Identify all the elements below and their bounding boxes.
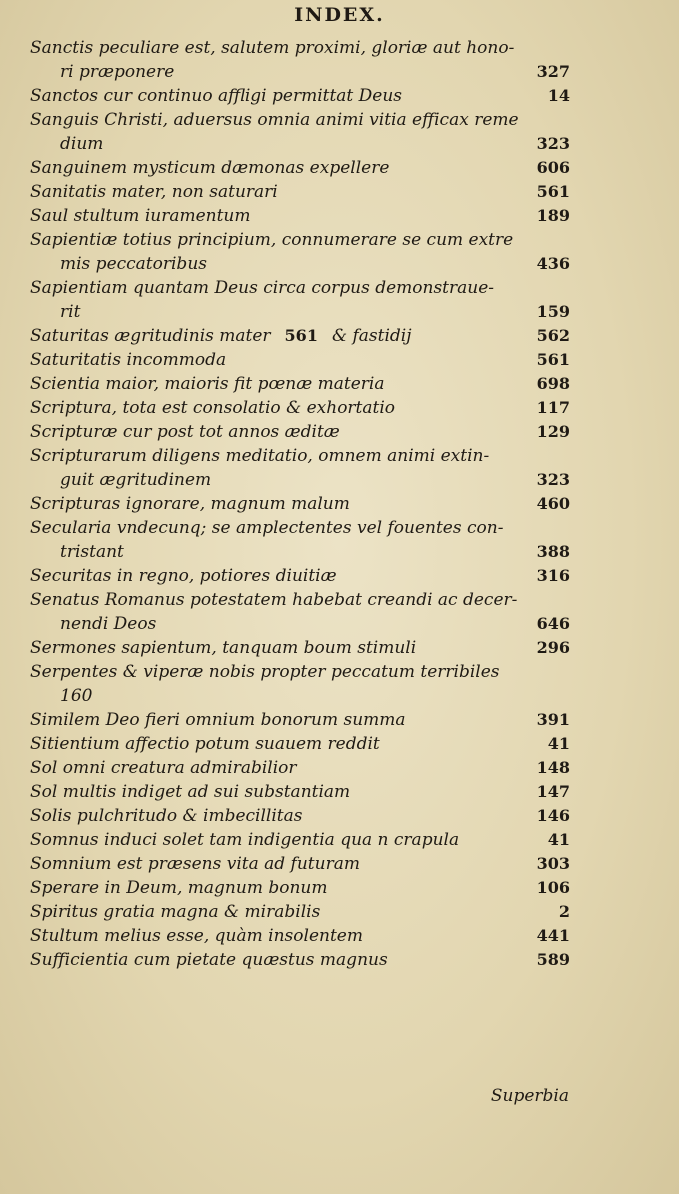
entry-page-number: 296 (536, 638, 570, 657)
entry-page-number: 189 (536, 206, 570, 225)
entry-page-number: 441 (536, 926, 570, 945)
entry-continuation: 160 (60, 686, 93, 706)
index-entry (30, 804, 570, 828)
entry-text: Sanguinem mysticum dæmonas expellere (30, 158, 390, 178)
entry-continuation: rit (60, 302, 81, 322)
index-entry (30, 84, 570, 108)
index-entry (30, 444, 570, 492)
entry-page-number: 561 (536, 182, 570, 201)
index-entry (30, 900, 570, 924)
entry-page-number: 323 (536, 470, 570, 489)
entry-text: Sitientium affectio potum suauem reddit (30, 734, 380, 754)
entry-text: Sperare in Deum, magnum bonum (30, 878, 328, 898)
entry-continuation: dium (60, 134, 104, 154)
entry-text: Sol omni creatura admirabilior (30, 758, 297, 778)
entry-page-number: 391 (536, 710, 570, 729)
index-entry (30, 636, 570, 660)
index-entry (30, 876, 570, 900)
entry-text: Stultum melius esse, quàm insolentem (30, 926, 363, 946)
entry-page-number: 41 (547, 734, 570, 753)
index-entry (30, 156, 570, 180)
entry-continuation: mis peccatoribus (60, 254, 207, 274)
index-entry (30, 924, 570, 948)
entry-page-number: 14 (547, 86, 570, 105)
index-entry (30, 108, 570, 156)
index-entry (30, 852, 570, 876)
index-entry (30, 204, 570, 228)
entry-page-number: 41 (547, 830, 570, 849)
entry-text: Scientia maior, maioris fit pœnæ materia (30, 374, 385, 394)
index-entry (30, 756, 570, 780)
entry-text: Spiritus gratia magna & mirabilis (30, 902, 321, 922)
entry-text: Saul stultum iuramentum (30, 206, 251, 226)
entry-page-number: 698 (536, 374, 570, 393)
entry-page-number: 117 (536, 398, 570, 417)
index-entry (30, 660, 570, 708)
entry-text: Securitas in regno, potiores diuitiæ (30, 566, 337, 586)
entry-heading: Saturitas ægritudinis mater (30, 326, 271, 346)
index-entry (30, 516, 570, 564)
entry-continuation: nendi Deos (60, 614, 157, 634)
entry-page-number: 146 (536, 806, 570, 825)
index-entry (30, 564, 570, 588)
entry-page-number: 147 (536, 782, 570, 801)
entry-text: Sermones sapientum, tanquam boum stimuli (30, 638, 417, 658)
entry-text: Scriptura, tota est consolatio & exhortatio (30, 398, 396, 418)
entry-text: Somnium est præsens vita ad futuram (30, 854, 360, 874)
entry-page-number: 606 (536, 158, 570, 177)
index-entry (30, 36, 570, 84)
index-entry (30, 588, 570, 636)
entry-page-number: 129 (536, 422, 570, 441)
entry-page-number: 303 (536, 854, 570, 873)
entry-text: Sapientiæ totius principium, connumerare se cum extre (30, 230, 514, 250)
entry-text: Sanctis peculiare est, salutem proximi, gloriæ aut hono- (30, 38, 515, 58)
entry-continuation: guit ægritudinem (60, 470, 212, 490)
index-entry (30, 492, 570, 516)
entry-text: Scripturarum diligens meditatio, omnem animi extin- (30, 446, 490, 466)
entry-text: Saturitatis incommoda (30, 350, 227, 370)
entry-heading-continued: & fastidij (331, 326, 412, 346)
entry-text: Sol multis indiget ad sui substantiam (30, 782, 351, 802)
entry-text: Sanguis Christi, aduersus omnia animi vitia efficax reme (30, 110, 519, 130)
index-entry (30, 324, 570, 348)
entry-text: Scripturas ignorare, magnum malum (30, 494, 350, 514)
entry-text: Sanitatis mater, non saturari (30, 182, 278, 202)
index-entry (30, 276, 570, 324)
entry-page-number: 562 (536, 326, 570, 345)
index-entry (30, 372, 570, 396)
entry-text: Secularia vndecunq; se amplectentes vel fouentes con- (30, 518, 504, 538)
entry-text: Serpentes & viperæ nobis propter peccatum terribiles (30, 662, 500, 682)
index-entry (30, 780, 570, 804)
entry-continuation: tristant (60, 542, 124, 562)
index-entry (30, 828, 570, 852)
entry-text: Scripturæ cur post tot annos æditæ (30, 422, 340, 442)
entry-page-number: 436 (536, 254, 570, 273)
index-entries (30, 36, 570, 972)
entry-page-number: 106 (536, 878, 570, 897)
index-entry (30, 420, 570, 444)
index-entry (30, 228, 570, 276)
entry-text: Sufficientia cum pietate quæstus magnus (30, 950, 388, 970)
entry-inline-page: 561 (284, 326, 318, 345)
index-entry (30, 396, 570, 420)
index-entry (30, 348, 570, 372)
entry-text: Sapientiam quantam Deus circa corpus demonstraue- (30, 278, 495, 298)
entry-page-number: 2 (558, 902, 570, 921)
entry-page-number: 561 (536, 350, 570, 369)
entry-continuation: ri præponere (60, 62, 175, 82)
entry-page-number: 388 (536, 542, 570, 561)
index-entry (30, 948, 570, 972)
entry-page-number: 316 (536, 566, 570, 585)
catchword: Superbia (490, 1086, 569, 1106)
entry-text: Sanctos cur continuo affligi permittat Deus (30, 86, 403, 106)
entry-page-number: 589 (536, 950, 570, 969)
entry-page-number: 159 (536, 302, 570, 321)
entry-page-number: 323 (536, 134, 570, 153)
entry-text: Somnus induci solet tam indigentia qua n crapula (30, 830, 460, 850)
entry-text: Solis pulchritudo & imbecillitas (30, 806, 303, 826)
index-entry (30, 732, 570, 756)
entry-text: Similem Deo fieri omnium bonorum summa (30, 710, 406, 730)
page-title: INDEX. (294, 4, 385, 26)
entry-page-number: 327 (536, 62, 570, 81)
entry-text: Senatus Romanus potestatem habebat creandi ac decer- (30, 590, 518, 610)
entry-page-number: 646 (536, 614, 570, 633)
entry-page-number: 148 (536, 758, 570, 777)
index-entry (30, 180, 570, 204)
entry-page-number: 460 (536, 494, 570, 513)
entry-text (30, 324, 570, 348)
index-entry (30, 708, 570, 732)
